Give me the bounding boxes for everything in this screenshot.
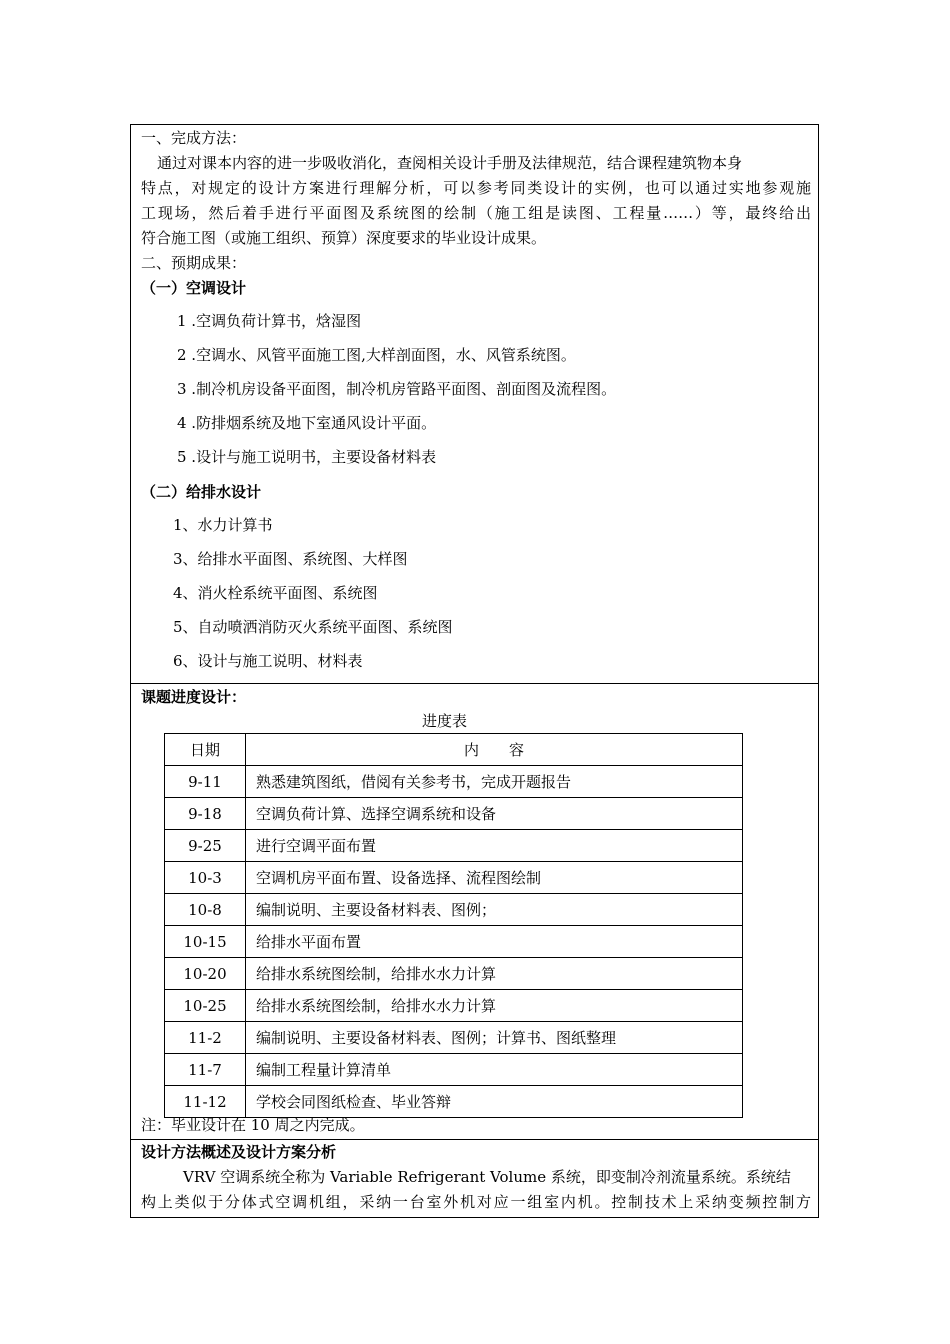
plumbing-item-4: 5、自动喷洒消防灭火系统平面图、系统图 [173,618,453,636]
row-content: 给排水平面布置 [246,926,743,958]
document-frame [130,124,819,1218]
section-methods-results [131,125,818,684]
plumbing-item-2: 3、给排水平面图、系统图、大样图 [173,550,408,568]
method-line-3: 工现场，然后着手进行平面图及系统图的绘制（施工组是读图、工程量……）等，最终给出 [141,204,811,222]
table-row [165,990,743,1022]
hvac-item-3: 3 .制冷机房设备平面图，制冷机房管路平面图、剖面图及流程图。 [177,380,617,398]
subheading-hvac: （一）空调设计 [141,279,247,297]
table-row [165,862,743,894]
table-row [165,1054,743,1086]
row-date: 10-15 [165,926,246,958]
row-content: 给排水系统图绘制，给排水水力计算 [246,958,743,990]
table-row [165,894,743,926]
design-title: 设计方法概述及设计方案分析 [141,1143,337,1161]
row-date: 9-18 [165,798,246,830]
hvac-item-1: 1 .空调负荷计算书，焓湿图 [177,312,362,330]
row-content: 进行空调平面布置 [246,830,743,862]
method-line-4: 符合施工图（或施工组织、预算）深度要求的毕业设计成果。 [141,229,547,247]
table-row [165,926,743,958]
table-row [165,1022,743,1054]
method-line-2: 特点，对规定的设计方案进行理解分析，可以参考同类设计的实例，也可以通过实地参观施 [141,179,811,197]
row-date: 10-3 [165,862,246,894]
row-content: 熟悉建筑图纸，借阅有关参考书，完成开题报告 [246,766,743,798]
section-design-method [131,1139,818,1217]
schedule-title: 课题进度设计： [141,688,247,706]
design-line-2: 构上类似于分体式空调机组，采纳一台室外机对应一组室内机。控制技术上采纳变频控制方 [141,1193,811,1211]
schedule-table [164,733,743,1118]
row-content: 空调机房平面布置、设备选择、流程图绘制 [246,862,743,894]
row-content: 编制说明、主要设备材料表、图例；计算书、图纸整理 [246,1022,743,1054]
method-line-1: 通过对课本内容的进一步吸收消化，查阅相关设计手册及法律规范，结合课程建筑物本身 [157,154,743,172]
hvac-item-5: 5 .设计与施工说明书，主要设备材料表 [177,448,437,466]
hvac-item-2: 2 .空调水、风管平面施工图,大样剖面图，水、风管系统图。 [177,346,576,364]
row-content: 空调负荷计算、选择空调系统和设备 [246,798,743,830]
heading-results: 二、预期成果： [141,254,247,272]
design-line-1: VRV 空调系统全称为 Variable Refrigerant Volume 系统，即变制冷剂流量系统。系统结 [183,1168,791,1186]
table-header-row [165,734,743,766]
hvac-item-4: 4 .防排烟系统及地下室通风设计平面。 [177,414,437,432]
heading-method: 一、完成方法： [141,129,247,147]
row-date: 10-25 [165,990,246,1022]
table-row [165,958,743,990]
row-content: 学校会同图纸检查、毕业答辩 [246,1086,743,1118]
row-content: 编制工程量计算清单 [246,1054,743,1086]
subheading-plumbing: （二）给排水设计 [141,483,262,501]
plumbing-item-3: 4、消火栓系统平面图、系统图 [173,584,378,602]
plumbing-item-5: 6、设计与施工说明、材料表 [173,652,363,670]
row-date: 10-8 [165,894,246,926]
row-date: 9-25 [165,830,246,862]
table-row [165,798,743,830]
table-caption: 进度表 [421,712,467,730]
row-date: 9-11 [165,766,246,798]
table-row [165,830,743,862]
header-content: 内 容 [246,734,743,766]
header-date: 日期 [165,734,246,766]
row-date: 11-2 [165,1022,246,1054]
table-row [165,766,743,798]
row-date: 11-7 [165,1054,246,1086]
section-schedule [131,683,818,1140]
plumbing-item-1: 1、水力计算书 [173,516,273,534]
row-date: 10-20 [165,958,246,990]
schedule-note: 注：毕业设计在 10 周之内完成。 [141,1116,365,1134]
row-content: 给排水系统图绘制，给排水水力计算 [246,990,743,1022]
row-date: 11-12 [165,1086,246,1118]
row-content: 编制说明、主要设备材料表、图例； [246,894,743,926]
table-row [165,1086,743,1118]
